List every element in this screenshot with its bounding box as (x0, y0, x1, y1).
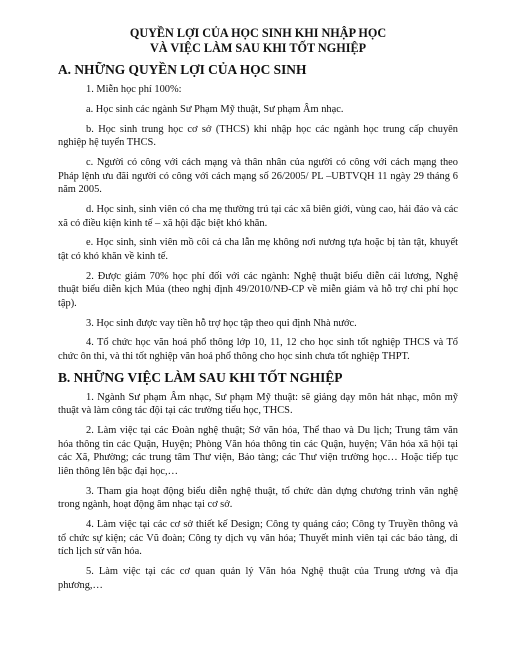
section-b-heading: B. NHỮNG VIỆC LÀM SAU KHI TỐT NGHIỆP (58, 369, 343, 385)
document-title (58, 26, 458, 56)
section-a-heading: A. NHỮNG QUYỀN LỢI CỦA HỌC SINH (58, 62, 307, 77)
section-a-paragraph: 3. Học sinh được vay tiền hỗ trợ học tập theo qui định Nhà nước. (86, 317, 357, 329)
section-a-paragraph: c. Người có công với cách mạng và thân nhân của người có công với cách mạng theo Pháp lệnh ưu đãi người có công với cách mạng số 26/2005/ PL –UBTVQH 11 ngày 29 tháng 6 năm 2005. (58, 156, 458, 196)
section-a-paragraph: 2. Được giảm 70% học phí đối với các ngành: Nghệ thuật biểu diễn cải lương, Nghệ thuật biểu diễn kịch Múa (theo nghị định 49/2010/NĐ-CP về miễn giảm và hỗ trợ chi phí học tập). (58, 270, 458, 309)
section-b-paragraph: 1. Ngành Sư phạm Âm nhạc, Sư phạm Mỹ thuật: sẽ giảng dạy môn hát nhạc, môn mỹ thuật và làm công tác đội tại các trường tiểu học, THCS. (58, 391, 458, 417)
section-b-paragraph: 3. Tham gia hoạt động biểu diễn nghệ thuật, tổ chức dàn dựng chương trình văn nghệ trong ngành, hoạt động âm nhạc tại cơ sở. (58, 485, 458, 511)
section-a-paragraph: a. Học sinh các ngành Sư Phạm Mỹ thuật, Sư phạm Âm nhạc. (86, 103, 344, 115)
title-line-1: QUYỀN LỢI CỦA HỌC SINH KHI NHẬP HỌC (129, 26, 387, 40)
title-line-2: VÀ VIỆC LÀM SAU KHI TỐT NGHIỆP (149, 41, 367, 55)
section-a-paragraph: b. Học sinh trung học cơ sở (THCS) khi nhập học các ngành học trung cấp chuyên nghiệp hệ tuyển THCS. (58, 123, 458, 149)
section-a-paragraph: 4. Tổ chức học văn hoá phổ thông lớp 10, 11, 12 cho học sinh tốt nghiệp THCS và Tổ chức ôn thi, và thi tốt nghiệp văn hoá phổ thông cho học sinh chưa tốt nghiệp THPT. (58, 337, 458, 362)
section-a-paragraph: e. Học sinh, sinh viên mồ côi cả cha lẫn mẹ không nơi nương tựa hoặc bị tàn tật, khuyết tật có khó khăn về kinh tế. (58, 237, 458, 262)
section-b-paragraph: 2. Làm việc tại các Đoàn nghệ thuật; Sở văn hóa, Thể thao và Du lịch; Trung tâm văn hóa thông tin các Quận, Huyện; Phòng Văn hóa thông tin các Quận, huyện; Văn hóa xã hội tại các Xã, Phường; các trung tâm Thư viện, Bảo tàng; các Thư viện trường học… Hoặc tiếp tục liên thông lên bậc đại học,… (58, 425, 458, 477)
section-b-paragraph: 5. Làm việc tại các cơ quan quản lý Văn hóa Nghệ thuật của Trung ương và địa phương,… (58, 566, 458, 591)
section-a-paragraph: 1. Miễn học phí 100%: (86, 84, 182, 95)
section-a-paragraph: d. Học sinh, sinh viên có cha mẹ thường trú tại các xã biên giới, vùng cao, hải đảo và các xã có điều kiện kinh tế – xã hội đặc biệt khó khăn. (58, 203, 458, 229)
section-b-paragraph: 4. Làm việc tại các cơ sở thiết kế Design; Công ty quảng cáo; Công ty Truyền thông và tổ chức sự kiện; các Vũ đoàn; Công ty dịch vụ văn hóa; Thuyết minh viên tại các bảo tàng, di tích lịch sử văn hóa. (58, 519, 458, 558)
